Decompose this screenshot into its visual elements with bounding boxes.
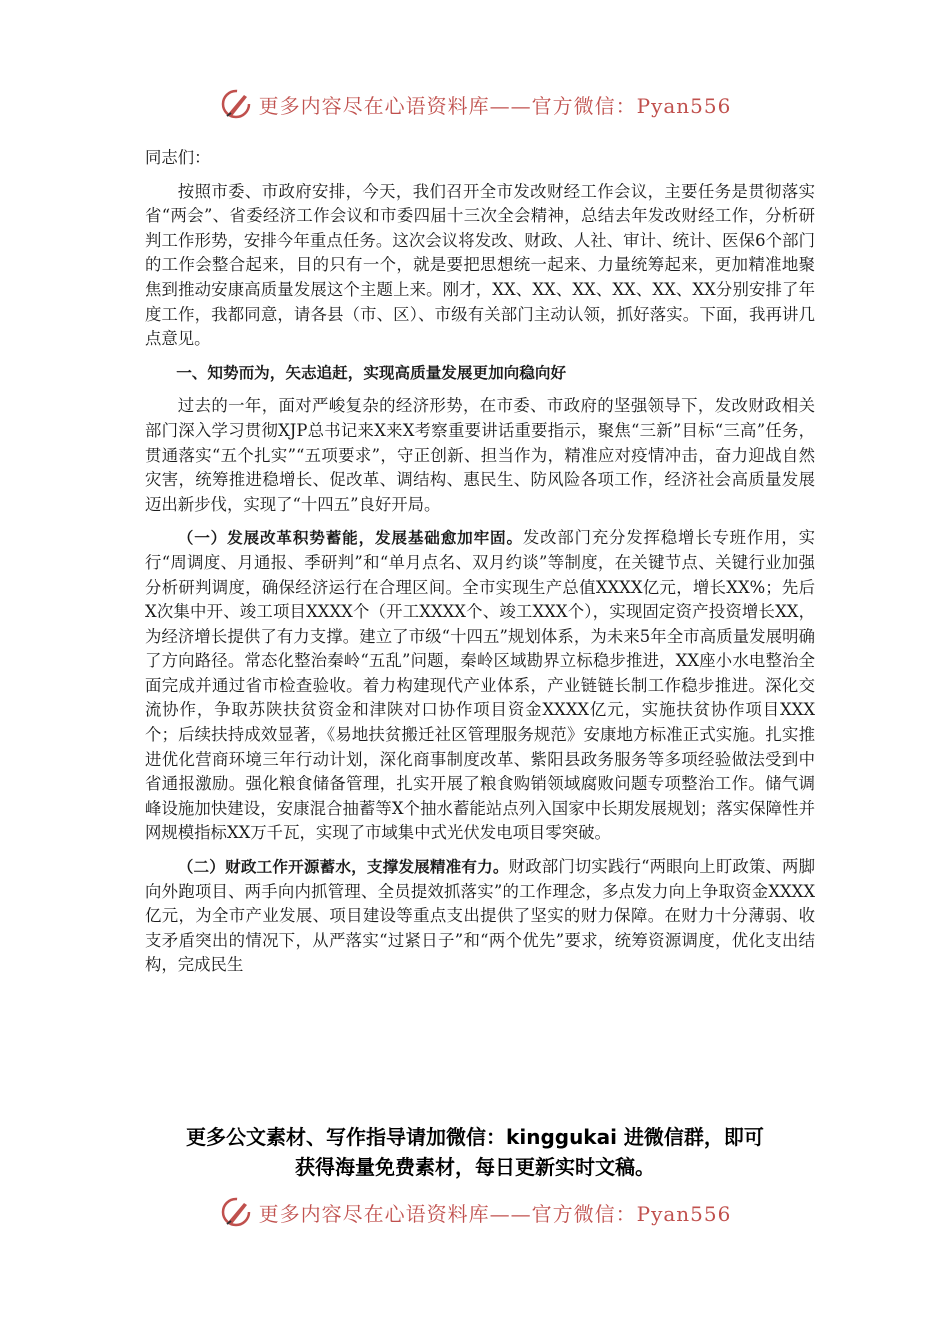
intro-paragraph: 按照市委、市政府安排，今天，我们召开全市发改财经工作会议，主要任务是贯彻落实省“两会”、省委经济工作会议和市委四届十三次全会精神，总结去年发改财经工作，分析研判工作形势，安排今年重点任务。这次会议将发改、财政、人社、审计、统计、医保6个部门的工作会整合起来，目的只有一个，就是要把思想统一起来、力量统筹起来，更加精准地聚焦到推动安康高质量发展这个主题上来。刚才，XX、XX、XX、XX、XX、XX分别安排了年度工作，我都同意，请各县（市、区）、市级有关部门主动认领，抓好落实。下面，我再讲几点意见。 (145, 181, 815, 349)
subsection-1-paragraph (145, 526, 815, 846)
footer-banner (0, 1192, 950, 1232)
salutation: 同志们： (145, 148, 211, 167)
section1-paragraph: 过去的一年，面对严峻复杂的经济形势，在市委、市政府的坚强领导下，发改财政相关部门深入学习贯彻XJP总书记来X来X考察重要讲话重要指示，聚焦“三新”目标“三高”任务，贯通落实“五个扎实”“五项要求”，守正创新、担当作为，精准应对疫情冲击，奋力迎战自然灾害，统筹推进稳增长、促改革、调结构、惠民生、防风险各项工作，经济社会高质量发展迈出新步伐，实现了“十四五”良好开局。 (145, 396, 815, 514)
subsection-1-text: 发改部门充分发挥稳增长专班作用，实行“周调度、月通报、季研判”和“单月点名、双月约谈”等制度，在关键节点、关键行业加强分析研判调度，确保经济运行在合理区间。全市实现生产总值XXXX亿元，增长XX%；先后X次集中开、竣工项目XXXX个（开工XXXX个、竣工XXX个），实现固定资产投资增长XX，为经济增长提供了有力支撑。建立了市级“十四五”规划体系，为未来5年全市高质量发展明确了方向路径。常态化整治秦岭“五乱”问题，秦岭区域勘界立标稳步推进，XX座小水电整治全面完成并通过省市检查验收。着力构建现代产业体系，产业链链长制工作稳步推进。深化交流协作，争取苏陕扶贫资金和津陕对口协作项目资金XXXX亿元，实施扶贫协作项目XXX个；后续扶持成效显著，《易地扶贫搬迁社区管理服务规范》安康地方标准正式实施。扎实推进优化营商环境三年行动计划，深化商事制度改革、紫阳县政务服务等多项经验做法受到中省通报激励。强化粮食储备管理，扎实开展了粮食购销领域腐败问题专项整治工作。储气调峰设施加快建设，安康混合抽蓄等X个抽水蓄能站点列入国家中长期发展规划；落实保障性并网规模指标XX万千瓦，实现了市域集中式光伏发电项目零突破。 (145, 528, 815, 843)
section-heading-1: 一、知势而为，矢志追赶，实现高质量发展更加向稳向好 (176, 363, 567, 382)
subsection-2-text: 财政部门切实践行“两眼向上盯政策、两脚向外跑项目、两手向内抓管理、全员提效抓落实”的工作理念，多点发力向上争取资金XXXX亿元，为全市产业发展、项目建设等重点支出提供了坚实的财力保障。在财力十分薄弱、收支矛盾突出的情况下，从严落实“过紧日子”和“两个优先”要求，统筹资源调度，优化支出结构，完成民生 (145, 857, 815, 975)
document-body (145, 146, 815, 978)
promo-notice (0, 1122, 950, 1182)
subsection-1-heading: （一）发展改革积势蓄能，发展基础愈加牢固。 (177, 529, 523, 548)
promo-line-1: 更多公文素材、写作指导请加微信：kinggukai 进微信群，即可 (186, 1125, 764, 1149)
subsection-2-heading: （二）财政工作开源蓄水，支撑发展精准有力。 (177, 858, 509, 877)
footer-banner-text: 更多内容尽在心语资料库——官方微信：Pyan556 (258, 1201, 732, 1226)
brush-pen-logo-icon (219, 87, 253, 121)
header-banner-text: 更多内容尽在心语资料库——官方微信：Pyan556 (258, 93, 732, 118)
promo-line-2: 获得海量免费素材，每日更新实时文稿。 (295, 1155, 655, 1179)
header-banner (0, 84, 950, 124)
brush-pen-logo-icon (219, 1195, 253, 1229)
subsection-2-paragraph (145, 855, 815, 978)
